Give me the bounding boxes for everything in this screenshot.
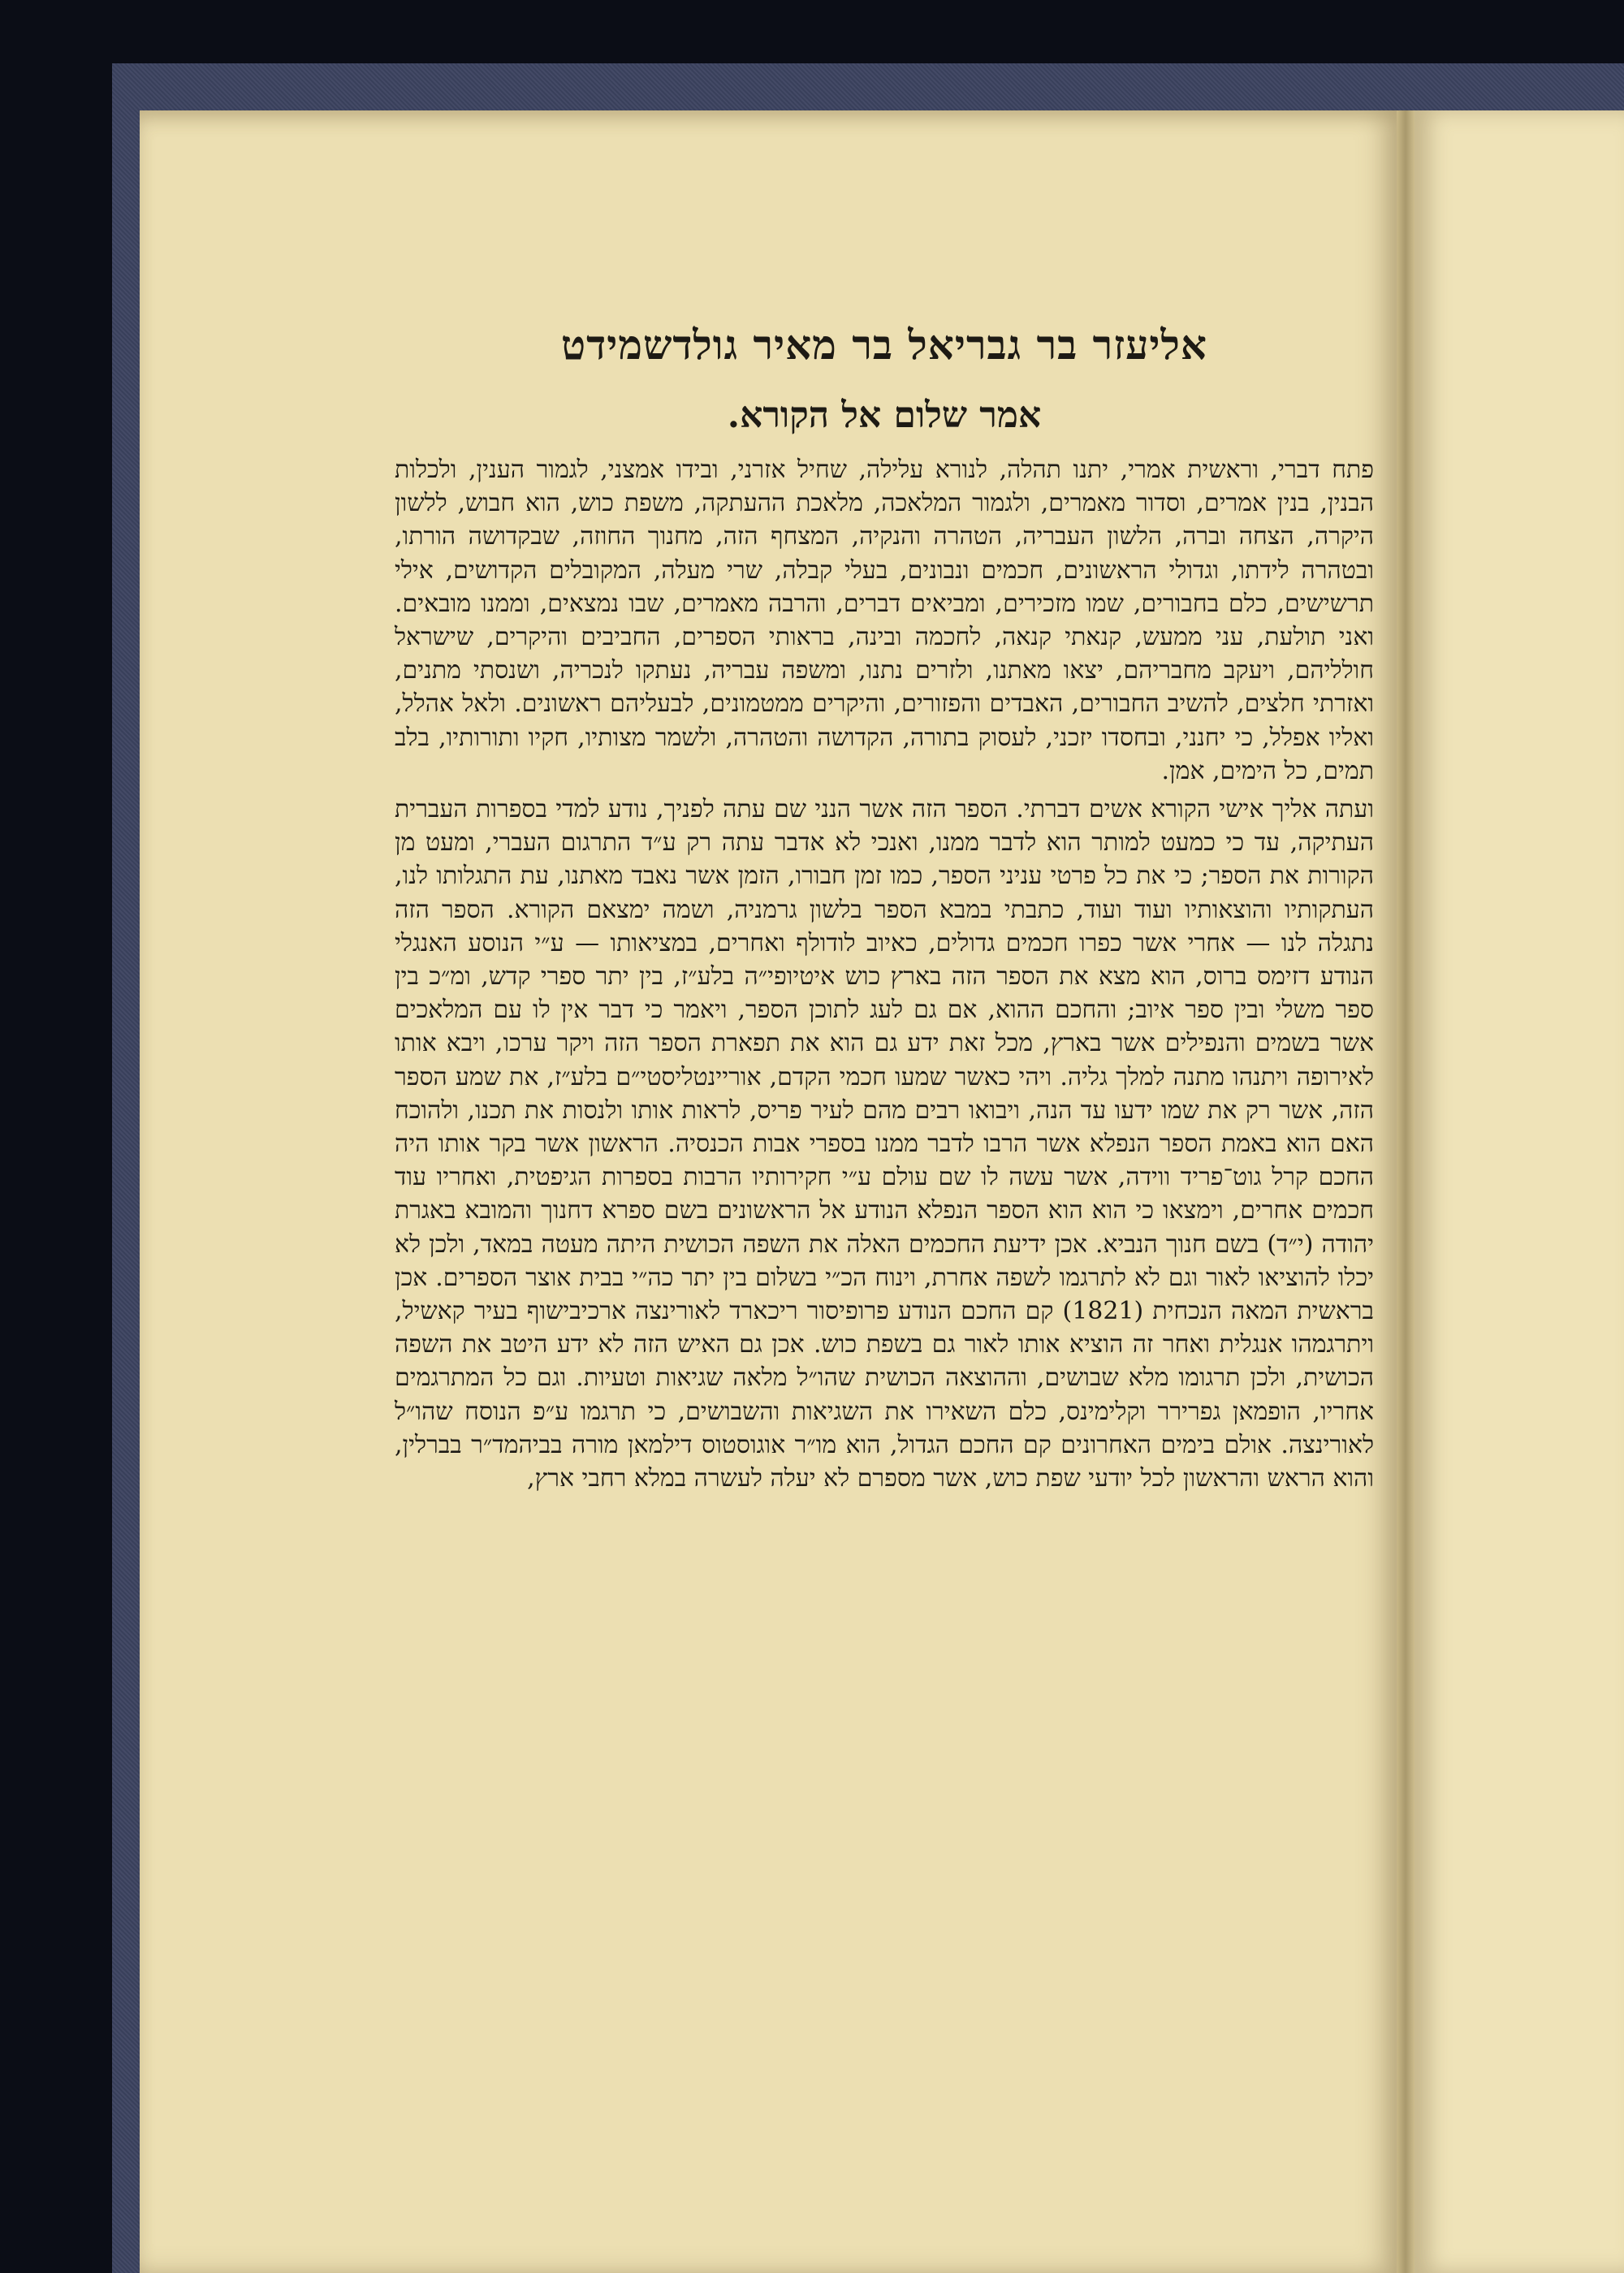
body-paragraph-1: פתח דברי, וראשית אמרי, יתנו תהלה, לנורא עלילה, שחיל אזרני, ובידו אמצני, לגמור הענין, ולכלות הבנין, בנין אמרים, וסדור מאמרים, ולגמור המלאכה, מלאכת ההעתקה, משפת כוש, הוא חבוש, ללשון היקרה, הצחה וברה, הלשון העבריה, הטהרה והנקיה, המצחף הזה, מחנוך החוזה, שבקדושה הורתו, ובטהרה לידתו, וגדולי הראשונים, חכמים ונבונים, בעלי קבלה, שרי מעלה, המקובלים הקדושים, אילי תרשישים, כלם בחבורים, שמו מזכירים, ומביאים דברים, והרבה מאמרים, שבו נמצאים, וממנו מובאים. ואני תולעת, עני ממעש, קנאתי קנאה, לחכמה ובינה, בראותי הספרים, החביבים והיקרים, שישראל חולליהם, ויעקב מחבריהם, יצאו מאתנו, ולזרים נתנו, ומשפה עבריה, נעתקו לנכריה, ושנסתי מתנים, ואזרתי חלצים, להשיב החבורים, האבדים והפזורים, והיקרים ממטמונים, לבעליהם ראשונים. ולאל אהלל, ואליו אפלל, כי יחנני, ובחסדו יזכני, לעסוק בתורה, הקדושה והטהרה, ולשמר מצותיו, חקיו ותורותיו, בלב תמים, כל הימים, אמן.	[395, 456, 1374, 785]
page-subtitle: אמר שלום אל הקורא.	[727, 395, 1042, 436]
body-paragraph-2: ועתה אליך אישי הקורא אשים דברתי. הספר הזה אשר הנני שם עתה לפניך, נודע למדי בספרות העברית העתיקה, עד כי כמעט למותר הוא לדבר ממנו, ואנכי לא אדבר עתה רק ע״ד התרגום העברי, ומעט מן הקורות את הספר; כי את כל פרטי עניני הספר, כמו זמן חבורו, הזמן אשר נאבד מאתנו, עת התגלותו לנו, העתקותיו והוצאותיו ועוד ועוד, כתבתי במבא הספר בלשון גרמניה, ושמה ימצאם הקורא. הספר הזה נתגלה לנו — אחרי אשר כפרו חכמים גדולים, כאיוב לודולף ואחרים, במציאותו — ע״י הנוסע האנגלי הנודע דזימס ברוס, הוא מצא את הספר הזה בארץ כוש איטיופי״ה בלע״ז, בין יתר ספרי קדש, ומ״כ בין ספר משלי ובין ספר איוב; והחכם ההוא, אם גם לעג לתוכן הספר, ויאמר כי דבר אין לו עם המלאכים אשר בשמים והנפילים אשר בארץ, מכל זאת ידע גם הוא את תפארת הספר הזה ויקר ערכו, ויבא אותו לאירופה ויתנהו מתנה למלך גליה. ויהי כאשר שמעו חכמי הקדם, אוריינטליסטי״ם בלע״ז, את שמע הספר הזה, אשר רק את שמו ידעו עד הנה, ויבואו רבים מהם לעיר פריס, לראות אותו ולנסות את תכנו, ולהוכח האם הוא באמת הספר הנפלא אשר הרבו לדבר ממנו בספרי אבות הכנסיה. הראשון אשר בקר אותו היה החכם קרל גוט־פריד ווידה, אשר עשה לו שם עולם ע״י חקירותיו הרבות בספרות הגיפטית, ואחריו עוד חכמים אחרים, וימצאו כי הוא הוא הספר הנפלא הנודע אל הראשונים בשם ספרא דחנוך והמובא באגרת יהודה (י״ד) בשם חנוך הנביא. אכן ידיעת החכמים האלה את השפה הכושית היתה מעטה במאד, ולכן לא יכלו להוציאו לאור וגם לא לתרגמו לשפה אחרת, וינוח הכ״י בשלום בין יתר כה״י בבית אוצר הספרים. אכן בראשית המאה הנכחית (1821) קם החכם הנודע פרופיסור ריכארד לאורינצה ארכיבישוף בעיר קאשיל, ויתרגמהו אנגלית ואחר זה הוציא אותו לאור גם בשפת כוש. אכן גם האיש הזה לא ידע היטב את השפה הכושית, ולכן תרגומו מלא שבושים, וההוצאה הכושית שהו״ל מלאה שגיאות וטעיות. וגם כל המתרגמים אחריו, הופמאן גפרירר וקלימינס, כלם השאירו את השגיאות והשבושים, כי תרגמו ע״פ הנוסח שהו״ל לאורינצה. אולם בימים האחרונים קם החכם הגדול, הוא מו״ר אוגוסטוס דילמאן מורה בביהמד״ר בברלין, והוא הראש והראשון לכל יודעי שפת כוש, אשר מספרם לא יעלה לעשרה במלא רחבי ארץ,	[395, 795, 1374, 1493]
page-title: אליעזר בר גבריאל בר מאיר גולדשמידט	[560, 321, 1208, 369]
book-gutter	[1397, 110, 1415, 2273]
right-page-edge	[1415, 110, 1624, 2273]
page-text-block	[395, 317, 1374, 1500]
